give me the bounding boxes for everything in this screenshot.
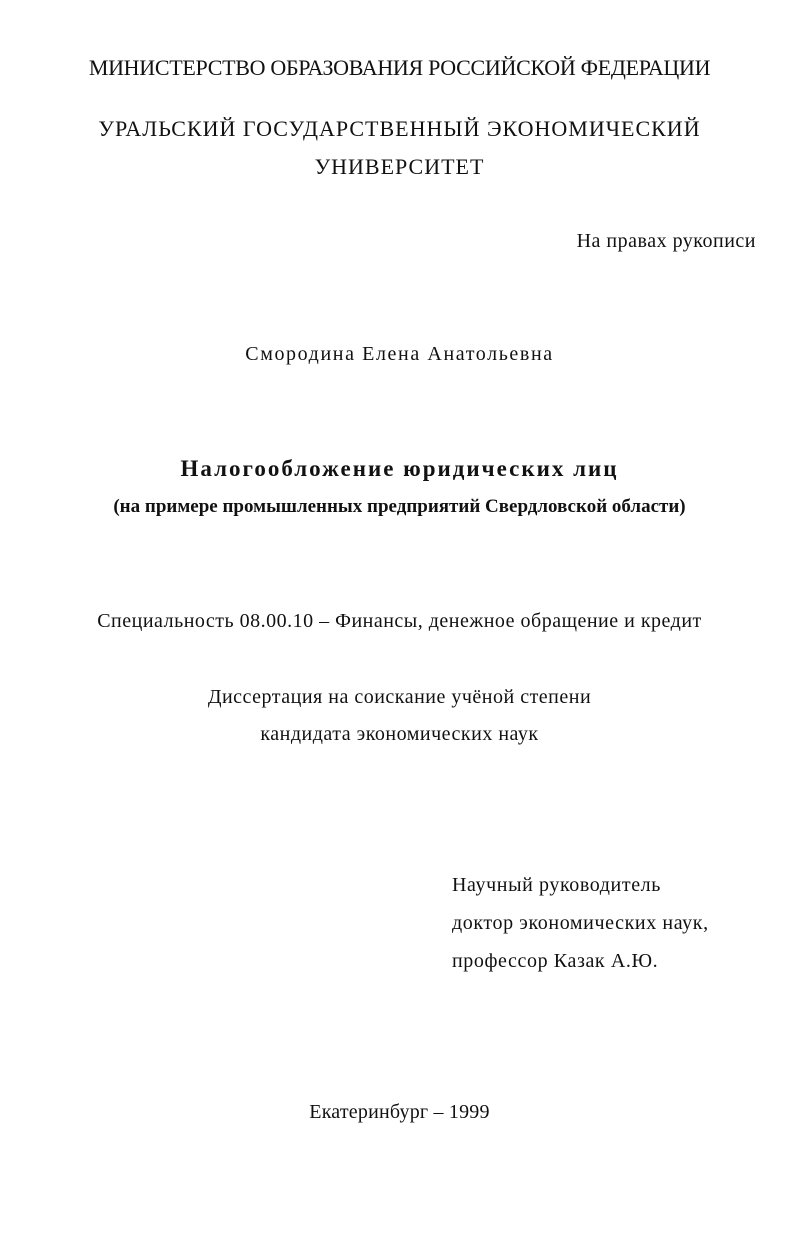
university-name-line-1: УРАЛЬСКИЙ ГОСУДАРСТВЕННЫЙ ЭКОНОМИЧЕСКИЙ xyxy=(98,116,701,141)
supervisor-degree: доктор экономических наук, xyxy=(452,912,709,934)
author-name: Смородина Елена Анатольевна xyxy=(245,343,554,365)
specialty-line: Специальность 08.00.10 – Финансы, денежное обращение и кредит xyxy=(97,610,702,632)
manuscript-note: На правах рукописи xyxy=(576,230,756,252)
dissertation-subtitle: (на примере промышленных предприятий Свердловской области) xyxy=(113,496,686,517)
city-year: Екатеринбург – 1999 xyxy=(309,1101,490,1123)
ministry-heading: МИНИСТЕРСТВО ОБРАЗОВАНИЯ РОССИЙСКОЙ ФЕДЕРАЦИИ xyxy=(88,55,711,80)
supervisor-name: профессор Казак А.Ю. xyxy=(452,950,659,972)
supervisor-role: Научный руководитель xyxy=(452,874,661,896)
dissertation-title: Налогообложение юридических лиц xyxy=(180,456,619,481)
degree-line-2: кандидата экономических наук xyxy=(260,723,539,745)
degree-line-1: Диссертация на соискание учёной степени xyxy=(207,686,592,708)
university-name-line-2: УНИВЕРСИТЕТ xyxy=(314,154,485,179)
